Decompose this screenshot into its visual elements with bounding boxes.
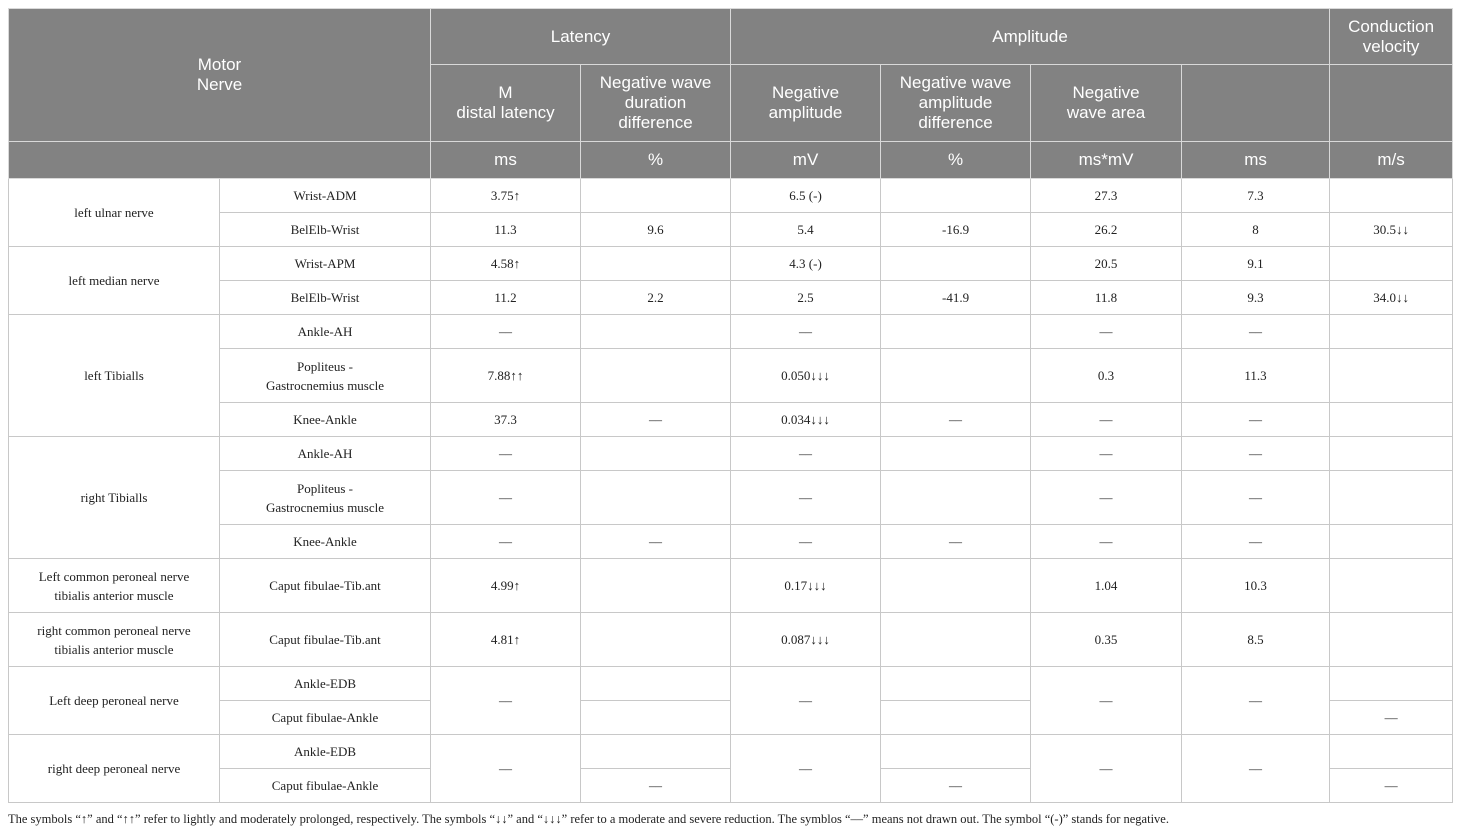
site-cell: Ankle-AH: [220, 437, 431, 471]
header-neg-wave-amp-diff: Negative wave amplitude difference: [881, 65, 1031, 142]
nerve-name: Left deep peroneal nerve: [9, 667, 220, 735]
area-cell: ––: [1031, 437, 1182, 471]
latency-cell: 4.99↑: [431, 559, 581, 613]
amplitude-diff-cell: [881, 735, 1031, 769]
ms-cell: 11.3: [1182, 349, 1330, 403]
ms-cell: ––: [1182, 437, 1330, 471]
amplitude-cell: 0.034↓↓↓: [731, 403, 881, 437]
nerve-name: left Tibialls: [9, 315, 220, 437]
latency-cell: ––: [431, 667, 581, 735]
latency-cell: 4.81↑: [431, 613, 581, 667]
duration-diff-cell: [581, 471, 731, 525]
area-cell: 20.5: [1031, 247, 1182, 281]
area-cell: ––: [1031, 471, 1182, 525]
amplitude-cell: 0.17↓↓↓: [731, 559, 881, 613]
site-cell: Wrist-APM: [220, 247, 431, 281]
unit-cell: m/s: [1330, 142, 1453, 179]
amplitude-cell: ––: [731, 667, 881, 735]
table-row: [9, 403, 1453, 437]
velocity-cell: ––: [1330, 769, 1453, 803]
latency-cell: ––: [431, 525, 581, 559]
duration-diff-cell: [581, 735, 731, 769]
table-row: [9, 471, 1453, 525]
duration-diff-cell: [581, 349, 731, 403]
header-m-distal-latency: M distal latency: [431, 65, 581, 142]
velocity-cell: 30.5↓↓: [1330, 213, 1453, 247]
velocity-cell: [1330, 179, 1453, 213]
velocity-cell: [1330, 247, 1453, 281]
amplitude-diff-cell: [881, 315, 1031, 349]
amplitude-cell: 0.050↓↓↓: [731, 349, 881, 403]
motor-nerve-conduction-table: [8, 8, 1453, 803]
ms-cell: ––: [1182, 525, 1330, 559]
unit-cell: %: [581, 142, 731, 179]
table-row: [9, 667, 1453, 701]
site-cell: Caput fibulae-Ankle: [220, 701, 431, 735]
table-row: [9, 213, 1453, 247]
site-cell: Caput fibulae-Tib.ant: [220, 559, 431, 613]
duration-diff-cell: [581, 701, 731, 735]
duration-diff-cell: [581, 613, 731, 667]
area-cell: 1.04: [1031, 559, 1182, 613]
header-unit-blank: [9, 142, 431, 179]
velocity-cell: [1330, 471, 1453, 525]
header-neg-wave-area: Negative wave area: [1031, 65, 1182, 142]
ms-cell: 10.3: [1182, 559, 1330, 613]
nerve-name: right Tibialls: [9, 437, 220, 559]
site-cell: Ankle-EDB: [220, 735, 431, 769]
table-row: [9, 437, 1453, 471]
duration-diff-cell: [581, 559, 731, 613]
ms-cell: 8.5: [1182, 613, 1330, 667]
amplitude-cell: ––: [731, 437, 881, 471]
table-footnote: The symbols “↑” and “↑↑” refer to lightly and moderately prolonged, respectively. The symbols “↓↓” and “↓↓↓” refer to a moderate and severe reduction. The symblos “––” means not drawn out. The symbol “(-)” stands for negative.: [8, 812, 1169, 826]
area-cell: ––: [1031, 315, 1182, 349]
duration-diff-cell: ––: [581, 403, 731, 437]
ms-cell: 7.3: [1182, 179, 1330, 213]
unit-cell: ms: [1182, 142, 1330, 179]
unit-cell: mV: [731, 142, 881, 179]
area-cell: 26.2: [1031, 213, 1182, 247]
site-cell: Wrist-ADM: [220, 179, 431, 213]
latency-cell: 7.88↑↑: [431, 349, 581, 403]
unit-cell: ms: [431, 142, 581, 179]
amplitude-diff-cell: ––: [881, 525, 1031, 559]
site-cell: BelElb-Wrist: [220, 213, 431, 247]
duration-diff-cell: [581, 437, 731, 471]
velocity-cell: 34.0↓↓: [1330, 281, 1453, 315]
amplitude-diff-cell: [881, 247, 1031, 281]
ms-cell: 9.3: [1182, 281, 1330, 315]
velocity-cell: [1330, 403, 1453, 437]
ms-cell: ––: [1182, 667, 1330, 735]
latency-cell: ––: [431, 735, 581, 803]
duration-diff-cell: ––: [581, 769, 731, 803]
site-cell: Caput fibulae-Tib.ant: [220, 613, 431, 667]
unit-cell: %: [881, 142, 1031, 179]
table-container: [8, 8, 1452, 803]
header-blank: [1330, 65, 1453, 142]
amplitude-diff-cell: [881, 559, 1031, 613]
area-cell: 11.8: [1031, 281, 1182, 315]
table-row: [9, 179, 1453, 213]
amplitude-diff-cell: [881, 179, 1031, 213]
header-neg-wave-duration-diff: Negative wave duration difference: [581, 65, 731, 142]
table-row: [9, 247, 1453, 281]
table-row: [9, 559, 1453, 613]
site-cell: Popliteus - Gastrocnemius muscle: [220, 349, 431, 403]
duration-diff-cell: [581, 315, 731, 349]
ms-cell: ––: [1182, 471, 1330, 525]
duration-diff-cell: ––: [581, 525, 731, 559]
header-amplitude: Amplitude: [731, 9, 1330, 65]
duration-diff-cell: 2.2: [581, 281, 731, 315]
table-row: [9, 281, 1453, 315]
table-row: [9, 613, 1453, 667]
latency-cell: ––: [431, 437, 581, 471]
velocity-cell: ––: [1330, 701, 1453, 735]
amplitude-cell: ––: [731, 315, 881, 349]
amplitude-diff-cell: [881, 667, 1031, 701]
velocity-cell: [1330, 735, 1453, 769]
duration-diff-cell: 9.6: [581, 213, 731, 247]
header-blank: [1182, 65, 1330, 142]
amplitude-cell: 2.5: [731, 281, 881, 315]
velocity-cell: [1330, 315, 1453, 349]
site-cell: Ankle-AH: [220, 315, 431, 349]
ms-cell: ––: [1182, 315, 1330, 349]
header-motor-nerve: Motor Nerve: [9, 9, 431, 142]
area-cell: 27.3: [1031, 179, 1182, 213]
table-row: [9, 735, 1453, 769]
amplitude-diff-cell: [881, 471, 1031, 525]
amplitude-diff-cell: [881, 613, 1031, 667]
latency-cell: ––: [431, 471, 581, 525]
amplitude-diff-cell: [881, 349, 1031, 403]
amplitude-diff-cell: -16.9: [881, 213, 1031, 247]
area-cell: 0.3: [1031, 349, 1182, 403]
site-cell: Caput fibulae-Ankle: [220, 769, 431, 803]
site-cell: Popliteus - Gastrocnemius muscle: [220, 471, 431, 525]
amplitude-cell: 0.087↓↓↓: [731, 613, 881, 667]
nerve-name: Left common peroneal nerve tibialis anterior muscle: [9, 559, 220, 613]
area-cell: ––: [1031, 667, 1182, 735]
nerve-name: left ulnar nerve: [9, 179, 220, 247]
amplitude-cell: ––: [731, 735, 881, 803]
ms-cell: 9.1: [1182, 247, 1330, 281]
latency-cell: 3.75↑: [431, 179, 581, 213]
duration-diff-cell: [581, 179, 731, 213]
latency-cell: ––: [431, 315, 581, 349]
header-latency: Latency: [431, 9, 731, 65]
latency-cell: 4.58↑: [431, 247, 581, 281]
latency-cell: 37.3: [431, 403, 581, 437]
amplitude-cell: 6.5 (-): [731, 179, 881, 213]
header-conduction-velocity: Conduction velocity: [1330, 9, 1453, 65]
site-cell: BelElb-Wrist: [220, 281, 431, 315]
amplitude-cell: ––: [731, 471, 881, 525]
site-cell: Ankle-EDB: [220, 667, 431, 701]
duration-diff-cell: [581, 667, 731, 701]
velocity-cell: [1330, 613, 1453, 667]
velocity-cell: [1330, 437, 1453, 471]
amplitude-cell: 4.3 (-): [731, 247, 881, 281]
velocity-cell: [1330, 525, 1453, 559]
nerve-name: right deep peroneal nerve: [9, 735, 220, 803]
amplitude-diff-cell: -41.9: [881, 281, 1031, 315]
amplitude-diff-cell: [881, 437, 1031, 471]
ms-cell: 8: [1182, 213, 1330, 247]
table-row: [9, 349, 1453, 403]
duration-diff-cell: [581, 247, 731, 281]
area-cell: ––: [1031, 735, 1182, 803]
latency-cell: 11.2: [431, 281, 581, 315]
area-cell: 0.35: [1031, 613, 1182, 667]
table-row: [9, 525, 1453, 559]
amplitude-diff-cell: ––: [881, 769, 1031, 803]
unit-cell: ms*mV: [1031, 142, 1182, 179]
ms-cell: ––: [1182, 403, 1330, 437]
velocity-cell: [1330, 559, 1453, 613]
area-cell: ––: [1031, 525, 1182, 559]
nerve-name: left median nerve: [9, 247, 220, 315]
table-row: [9, 315, 1453, 349]
site-cell: Knee-Ankle: [220, 525, 431, 559]
velocity-cell: [1330, 667, 1453, 701]
latency-cell: 11.3: [431, 213, 581, 247]
header-neg-amplitude: Negative amplitude: [731, 65, 881, 142]
nerve-name: right common peroneal nerve tibialis anterior muscle: [9, 613, 220, 667]
amplitude-diff-cell: ––: [881, 403, 1031, 437]
amplitude-diff-cell: [881, 701, 1031, 735]
amplitude-cell: ––: [731, 525, 881, 559]
amplitude-cell: 5.4: [731, 213, 881, 247]
area-cell: ––: [1031, 403, 1182, 437]
ms-cell: ––: [1182, 735, 1330, 803]
site-cell: Knee-Ankle: [220, 403, 431, 437]
velocity-cell: [1330, 349, 1453, 403]
